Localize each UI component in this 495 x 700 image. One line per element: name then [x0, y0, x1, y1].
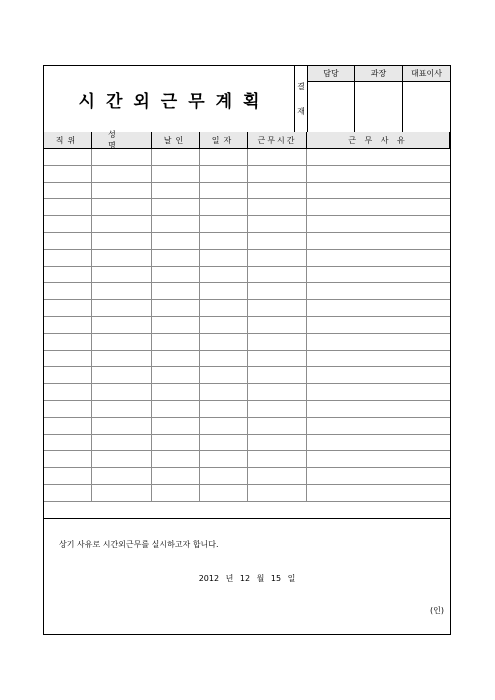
table-cell-date[interactable] — [200, 149, 248, 165]
approval-box — [308, 66, 450, 132]
table-cell-name[interactable] — [92, 334, 152, 350]
statement-text: 상기 사유로 시간외근무를 실시하고자 합니다. — [59, 540, 219, 549]
table-cell-seal[interactable] — [152, 233, 200, 249]
table-cell-position[interactable] — [44, 183, 92, 199]
table-cell-date[interactable] — [200, 317, 248, 333]
table-row — [44, 250, 450, 267]
table-cell-position[interactable] — [44, 216, 92, 232]
form-title-box — [44, 66, 295, 132]
table-cell-name[interactable] — [92, 435, 152, 451]
table-cell-position[interactable] — [44, 233, 92, 249]
table-cell-position[interactable] — [44, 351, 92, 367]
column-header-work-hours: 근무시간 — [248, 132, 307, 148]
table-cell-reason[interactable] — [307, 367, 450, 383]
table-row — [44, 317, 450, 334]
table-cell-work-hours[interactable] — [248, 367, 307, 383]
table-row — [44, 401, 450, 418]
table-cell-date[interactable] — [200, 401, 248, 417]
table-cell-date[interactable] — [200, 216, 248, 232]
table-cell-seal[interactable] — [152, 317, 200, 333]
table-cell-reason[interactable] — [307, 183, 450, 199]
table-cell-reason[interactable] — [307, 384, 450, 400]
table-row — [44, 183, 450, 200]
table-cell-name[interactable] — [92, 216, 152, 232]
table-cell-name[interactable] — [92, 233, 152, 249]
table-cell-work-hours[interactable] — [248, 451, 307, 467]
table-row — [44, 216, 450, 233]
table-cell-seal[interactable] — [152, 216, 200, 232]
table-cell-seal[interactable] — [152, 435, 200, 451]
table-cell-position[interactable] — [44, 384, 92, 400]
table-row — [44, 283, 450, 300]
table-cell-date[interactable] — [200, 468, 248, 484]
table-cell-seal[interactable] — [152, 199, 200, 215]
table-cell-reason[interactable] — [307, 199, 450, 215]
table-row — [44, 233, 450, 250]
table-cell-reason[interactable] — [307, 216, 450, 232]
table-cell-work-hours[interactable] — [248, 485, 307, 501]
table-cell-name[interactable] — [92, 468, 152, 484]
table-cell-seal[interactable] — [152, 334, 200, 350]
table-cell-work-hours[interactable] — [248, 401, 307, 417]
table-row — [44, 334, 450, 351]
table-cell-work-hours[interactable] — [248, 351, 307, 367]
table-cell-seal[interactable] — [152, 183, 200, 199]
table-cell-date[interactable] — [200, 233, 248, 249]
table-row — [44, 384, 450, 401]
table-cell-name[interactable] — [92, 166, 152, 182]
signature-cell-manager[interactable] — [355, 82, 402, 131]
table-cell-reason[interactable] — [307, 451, 450, 467]
table-cell-position[interactable] — [44, 149, 92, 165]
table-cell-work-hours[interactable] — [248, 283, 307, 299]
table-cell-reason[interactable] — [307, 149, 450, 165]
table-cell-work-hours[interactable] — [248, 334, 307, 350]
table-row — [44, 166, 450, 183]
form-footer — [44, 518, 450, 635]
table-cell-seal[interactable] — [152, 485, 200, 501]
table-cell-position[interactable] — [44, 250, 92, 266]
table-cell-seal[interactable] — [152, 367, 200, 383]
table-cell-work-hours[interactable] — [248, 250, 307, 266]
table-cell-seal[interactable] — [152, 267, 200, 283]
table-cell-reason[interactable] — [307, 435, 450, 451]
table-row — [44, 351, 450, 368]
table-cell-reason[interactable] — [307, 351, 450, 367]
table-cell-name[interactable] — [92, 451, 152, 467]
table-cell-seal[interactable] — [152, 250, 200, 266]
seal-text: (인) — [430, 606, 444, 615]
table-cell-date[interactable] — [200, 418, 248, 434]
table-body — [44, 149, 450, 502]
table-cell-seal[interactable] — [152, 451, 200, 467]
table-cell-position[interactable] — [44, 485, 92, 501]
table-cell-work-hours[interactable] — [248, 468, 307, 484]
approval-column-staff — [308, 66, 355, 132]
table-header-row — [44, 132, 450, 149]
table-cell-reason[interactable] — [307, 401, 450, 417]
table-cell-reason[interactable] — [307, 334, 450, 350]
table-cell-position[interactable] — [44, 334, 92, 350]
table-cell-date[interactable] — [200, 435, 248, 451]
table-row — [44, 468, 450, 485]
table-cell-name[interactable] — [92, 317, 152, 333]
table-cell-work-hours[interactable] — [248, 435, 307, 451]
table-cell-seal[interactable] — [152, 149, 200, 165]
table-cell-position[interactable] — [44, 367, 92, 383]
approval-label-top: 결 — [297, 82, 305, 91]
table-cell-position[interactable] — [44, 283, 92, 299]
table-cell-seal[interactable] — [152, 468, 200, 484]
table-cell-work-hours[interactable] — [248, 384, 307, 400]
table-cell-reason[interactable] — [307, 300, 450, 316]
table-cell-reason[interactable] — [307, 468, 450, 484]
column-header-date: 일자 — [200, 132, 248, 148]
table-cell-date[interactable] — [200, 351, 248, 367]
table-cell-name[interactable] — [92, 384, 152, 400]
table-cell-name[interactable] — [92, 199, 152, 215]
table-cell-name[interactable] — [92, 401, 152, 417]
table-cell-position[interactable] — [44, 418, 92, 434]
table-cell-work-hours[interactable] — [248, 317, 307, 333]
table-cell-reason[interactable] — [307, 317, 450, 333]
table-cell-seal[interactable] — [152, 351, 200, 367]
table-cell-date[interactable] — [200, 384, 248, 400]
column-header-name: 성 명 — [92, 132, 152, 148]
table-cell-name[interactable] — [92, 367, 152, 383]
table-cell-seal[interactable] — [152, 283, 200, 299]
form-header — [44, 66, 450, 133]
table-cell-reason[interactable] — [307, 233, 450, 249]
table-cell-work-hours[interactable] — [248, 199, 307, 215]
table-cell-date[interactable] — [200, 367, 248, 383]
table-cell-reason[interactable] — [307, 485, 450, 501]
table-row — [44, 300, 450, 317]
table-cell-reason[interactable] — [307, 250, 450, 266]
approval-label-bottom: 재 — [297, 107, 305, 116]
signature-cell-ceo[interactable] — [403, 82, 450, 131]
table-cell-reason[interactable] — [307, 166, 450, 182]
overtime-table — [44, 132, 450, 502]
form-title: 시간외근무계획 — [78, 91, 271, 112]
table-row — [44, 418, 450, 435]
table-cell-date[interactable] — [200, 485, 248, 501]
approval-column-manager — [355, 66, 403, 132]
table-cell-name[interactable] — [92, 267, 152, 283]
table-cell-work-hours[interactable] — [248, 183, 307, 199]
table-cell-work-hours[interactable] — [248, 300, 307, 316]
table-cell-position[interactable] — [44, 468, 92, 484]
signature-cell-staff[interactable] — [308, 82, 354, 131]
table-cell-date[interactable] — [200, 166, 248, 182]
table-cell-position[interactable] — [44, 451, 92, 467]
table-cell-date[interactable] — [200, 334, 248, 350]
table-row — [44, 199, 450, 216]
table-cell-reason[interactable] — [307, 283, 450, 299]
table-row — [44, 451, 450, 468]
table-cell-name[interactable] — [92, 418, 152, 434]
approver-staff-label: 담당 — [308, 66, 354, 82]
table-cell-position[interactable] — [44, 317, 92, 333]
table-row — [44, 367, 450, 384]
table-cell-name[interactable] — [92, 183, 152, 199]
table-cell-date[interactable] — [200, 283, 248, 299]
table-cell-seal[interactable] — [152, 384, 200, 400]
table-cell-date[interactable] — [200, 199, 248, 215]
approval-label — [295, 66, 308, 132]
table-cell-seal[interactable] — [152, 418, 200, 434]
table-row — [44, 485, 450, 502]
table-cell-work-hours[interactable] — [248, 166, 307, 182]
table-cell-work-hours[interactable] — [248, 149, 307, 165]
table-cell-position[interactable] — [44, 166, 92, 182]
table-cell-name[interactable] — [92, 351, 152, 367]
table-cell-work-hours[interactable] — [248, 267, 307, 283]
table-cell-position[interactable] — [44, 435, 92, 451]
column-header-position: 직위 — [44, 132, 92, 148]
table-cell-name[interactable] — [92, 250, 152, 266]
table-cell-seal[interactable] — [152, 166, 200, 182]
table-cell-work-hours[interactable] — [248, 233, 307, 249]
table-cell-seal[interactable] — [152, 300, 200, 316]
table-cell-position[interactable] — [44, 199, 92, 215]
date-text: 2012 년 12 월 15 일 — [198, 574, 296, 583]
table-cell-reason[interactable] — [307, 267, 450, 283]
table-cell-date[interactable] — [200, 250, 248, 266]
overtime-plan-form — [43, 65, 451, 635]
table-cell-reason[interactable] — [307, 418, 450, 434]
approval-column-ceo — [403, 66, 450, 132]
table-cell-position[interactable] — [44, 300, 92, 316]
table-cell-seal[interactable] — [152, 401, 200, 417]
table-cell-name[interactable] — [92, 283, 152, 299]
approver-ceo-label: 대표이사 — [403, 66, 450, 82]
table-cell-position[interactable] — [44, 401, 92, 417]
approver-manager-label: 과장 — [355, 66, 402, 82]
table-cell-name[interactable] — [92, 149, 152, 165]
table-cell-name[interactable] — [92, 300, 152, 316]
table-cell-date[interactable] — [200, 300, 248, 316]
table-cell-position[interactable] — [44, 267, 92, 283]
table-row — [44, 435, 450, 452]
column-header-reason: 근 무 사 유 — [307, 132, 450, 148]
table-row — [44, 149, 450, 166]
table-cell-name[interactable] — [92, 485, 152, 501]
table-cell-date[interactable] — [200, 183, 248, 199]
table-cell-work-hours[interactable] — [248, 216, 307, 232]
table-cell-work-hours[interactable] — [248, 418, 307, 434]
column-header-seal: 날인 — [152, 132, 200, 148]
table-row — [44, 267, 450, 284]
table-cell-date[interactable] — [200, 451, 248, 467]
table-cell-date[interactable] — [200, 267, 248, 283]
